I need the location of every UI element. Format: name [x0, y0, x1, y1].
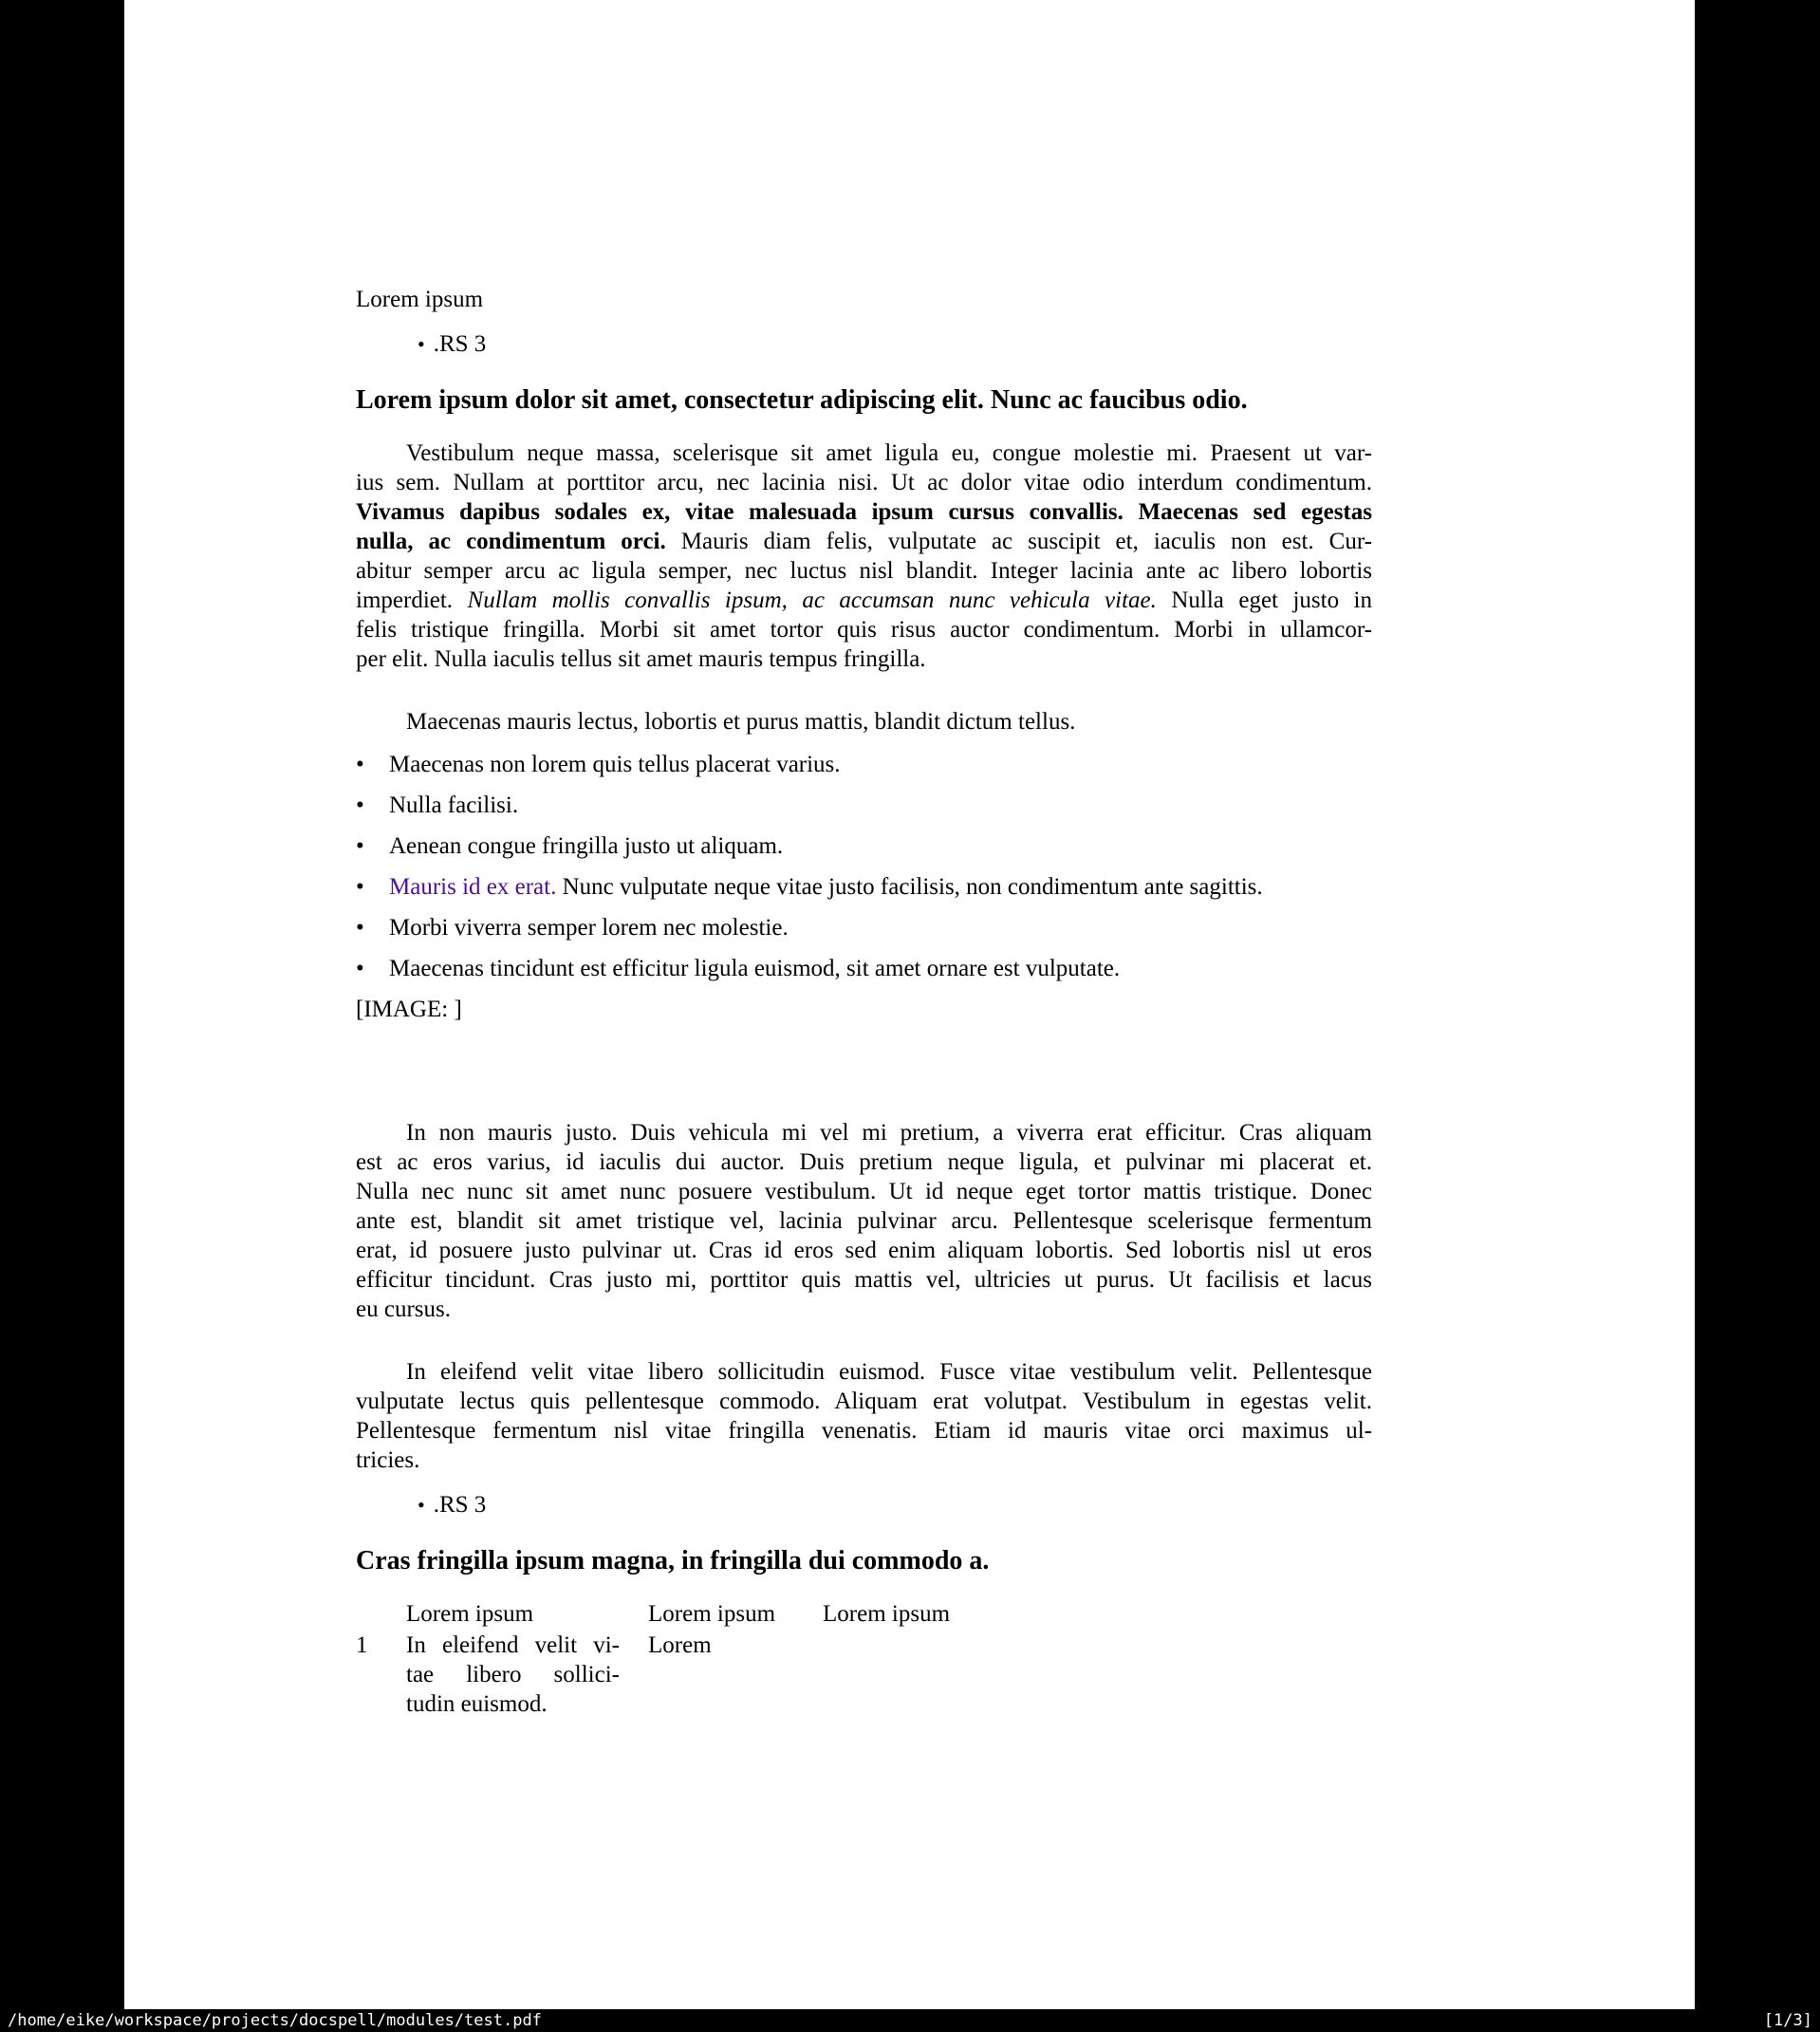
- table-cell-line: tudin euismod.: [406, 1691, 548, 1717]
- text-segment: Nullam mollis convallis ipsum, ac accumsan nunc vehicula vitae.: [467, 587, 1157, 613]
- rs-bullet-item: [124, 329, 1695, 359]
- image-placeholder: [IMAGE: ]: [356, 997, 462, 1022]
- text-segment: Nunc vulputate neque vitae justo facilisis, non condimentum ante sagittis.: [556, 874, 1263, 900]
- paragraph-3: [124, 1357, 1695, 1475]
- document-page[interactable]: [124, 0, 1695, 2009]
- rs-bullet-text: .RS 3: [433, 1492, 487, 1518]
- text-line: [356, 1236, 1372, 1265]
- text-line: [356, 1118, 1372, 1147]
- text-segment: Morbi viverra semper lorem nec molestie.: [389, 915, 789, 941]
- paragraph-2: [124, 1118, 1695, 1324]
- text-line: [356, 586, 1372, 615]
- paragraph-1: [124, 438, 1695, 674]
- text-line: [356, 468, 1372, 497]
- text-segment: In non mauris justo. Duis vehicula mi vel mi pretium, a viverra erat efficitur. Cras aliquam: [406, 1120, 1372, 1146]
- table-header-1: Lorem ipsum: [406, 1601, 534, 1627]
- text-line: [356, 556, 1372, 586]
- maecenas-paragraph: Maecenas mauris lectus, lobortis et purus mattis, blandit dictum tellus.: [406, 709, 1076, 735]
- link-mauris-id-ex-erat[interactable]: Mauris id ex erat.: [389, 874, 557, 900]
- text-line: [356, 527, 1372, 556]
- text-line: [356, 497, 1372, 527]
- bullet-icon: •: [356, 792, 364, 818]
- text-segment: Maecenas non lorem quis tellus placerat varius.: [389, 752, 841, 777]
- text-line: [356, 1416, 1372, 1445]
- rs-bullet-text: .RS 3: [433, 331, 487, 357]
- text-line: [356, 1177, 1372, 1206]
- table-cell-line: tae libero sollici-: [406, 1662, 620, 1687]
- bullet-icon: •: [356, 874, 364, 900]
- text-segment: Mauris diam felis, vulputate ac suscipit et, iaculis non est. Cur-: [665, 529, 1372, 554]
- text-segment: imperdiet.: [356, 587, 468, 613]
- statusbar-file-path: /home/eike/workspace/projects/docspell/modules/test.pdf: [8, 2011, 542, 2030]
- table-header-3: Lorem ipsum: [823, 1601, 951, 1627]
- text-segment: eu cursus.: [356, 1296, 451, 1322]
- bullet-icon: •: [418, 332, 425, 356]
- text-line: [356, 615, 1372, 644]
- list-item: [124, 954, 1695, 983]
- text-segment: In eleifend velit vitae libero sollicitudin euismod. Fusce vitae vestibulum velit. Pellentesque: [406, 1359, 1372, 1385]
- text-line: [356, 1445, 1372, 1475]
- section-heading-2: Cras fringilla ipsum magna, in fringilla dui commodo a.: [356, 1546, 990, 1575]
- text-segment: Vestibulum neque massa, scelerisque sit amet ligula eu, congue molestie mi. Praesent ut var-: [406, 440, 1372, 466]
- text-segment: est ac eros varius, id iaculis dui auctor. Duis pretium neque ligula, et pulvinar mi placerat et.: [356, 1149, 1372, 1175]
- text-line: [356, 1206, 1372, 1236]
- list-item: [124, 913, 1695, 942]
- document-table: [124, 1599, 1695, 1732]
- text-segment: per elit. Nulla iaculis tellus sit amet mauris tempus fringilla.: [356, 646, 926, 672]
- section-heading-1: Lorem ipsum dolor sit amet, consectetur adipiscing elit. Nunc ac faucibus odio.: [356, 385, 1248, 415]
- list-item: [124, 750, 1695, 779]
- bullet-icon: •: [418, 1493, 425, 1517]
- text-segment: vulputate lectus quis pellentesque commodo. Aliquam erat volutpat. Vestibulum in egestas velit.: [356, 1389, 1372, 1414]
- list-item: [124, 791, 1695, 820]
- text-line: [356, 1357, 1372, 1387]
- statusbar: [0, 2009, 1820, 2032]
- statusbar-page-indicator: [1/3]: [1763, 2011, 1812, 2030]
- text-segment: Aenean congue fringilla justo ut aliquam.: [389, 833, 784, 859]
- text-segment: Pellentesque fermentum nisl vitae fringilla venenatis. Etiam id mauris vitae orci maximus ul-: [356, 1418, 1372, 1444]
- text-segment: Nulla eget justo in: [1156, 587, 1372, 613]
- bullet-icon: •: [356, 752, 364, 777]
- text-line: [356, 1295, 1372, 1324]
- text-segment: efficitur tincidunt. Cras justo mi, porttitor quis mattis vel, ultricies ut purus. Ut facilisis et lacus: [356, 1267, 1372, 1293]
- bullet-icon: •: [356, 956, 364, 981]
- rs-bullet-item: [124, 1490, 1695, 1519]
- text-segment: nulla, ac condimentum orci.: [356, 529, 666, 554]
- text-segment: tricies.: [356, 1447, 420, 1473]
- table-cell-line: In eleifend velit vi-: [406, 1632, 620, 1658]
- text-segment: felis tristique fringilla. Morbi sit amet tortor quis risus auctor condimentum. Morbi in ullamcor-: [356, 617, 1372, 643]
- text-segment: Nulla nec nunc sit amet nunc posuere vestibulum. Ut id neque eget tortor mattis tristique. Donec: [356, 1179, 1372, 1204]
- text-line: [356, 438, 1372, 468]
- intro-label: Lorem ipsum: [356, 287, 484, 312]
- bullet-icon: •: [356, 833, 364, 859]
- text-line: [356, 1265, 1372, 1295]
- text-line: [356, 1387, 1372, 1416]
- table-header-2: Lorem ipsum: [648, 1601, 776, 1627]
- text-segment: ante est, blandit sit amet tristique vel, lacinia pulvinar arcu. Pellentesque scelerisque fermentum: [356, 1208, 1372, 1234]
- text-segment: ius sem. Nullam at porttitor arcu, nec lacinia nisi. Ut ac dolor vitae odio interdum condimentum.: [356, 470, 1372, 495]
- text-segment: Maecenas tincidunt est efficitur ligula euismod, sit amet ornare est vulputate.: [389, 956, 1121, 981]
- text-segment: Vivamus dapibus sodales ex, vitae malesuada ipsum cursus convallis. Maecenas sed egestas: [356, 499, 1372, 525]
- list-item: [124, 872, 1695, 902]
- text-line: [356, 1147, 1372, 1177]
- table-cell-1: [406, 1631, 620, 1719]
- text-segment: Nulla facilisi.: [389, 792, 519, 818]
- text-segment: erat, id posuere justo pulvinar ut. Cras id eros sed enim aliquam lobortis. Sed lobortis nisl ut eros: [356, 1238, 1372, 1263]
- bullet-list: [124, 750, 1695, 983]
- table-row-number: 1: [356, 1632, 368, 1658]
- table-cell-2: Lorem: [648, 1632, 712, 1658]
- text-segment: abitur semper arcu ac ligula semper, nec luctus nisl blandit. Integer lacinia ante ac libero lobortis: [356, 558, 1372, 584]
- list-item: [124, 831, 1695, 861]
- text-line: [356, 644, 1372, 674]
- bullet-icon: •: [356, 915, 364, 941]
